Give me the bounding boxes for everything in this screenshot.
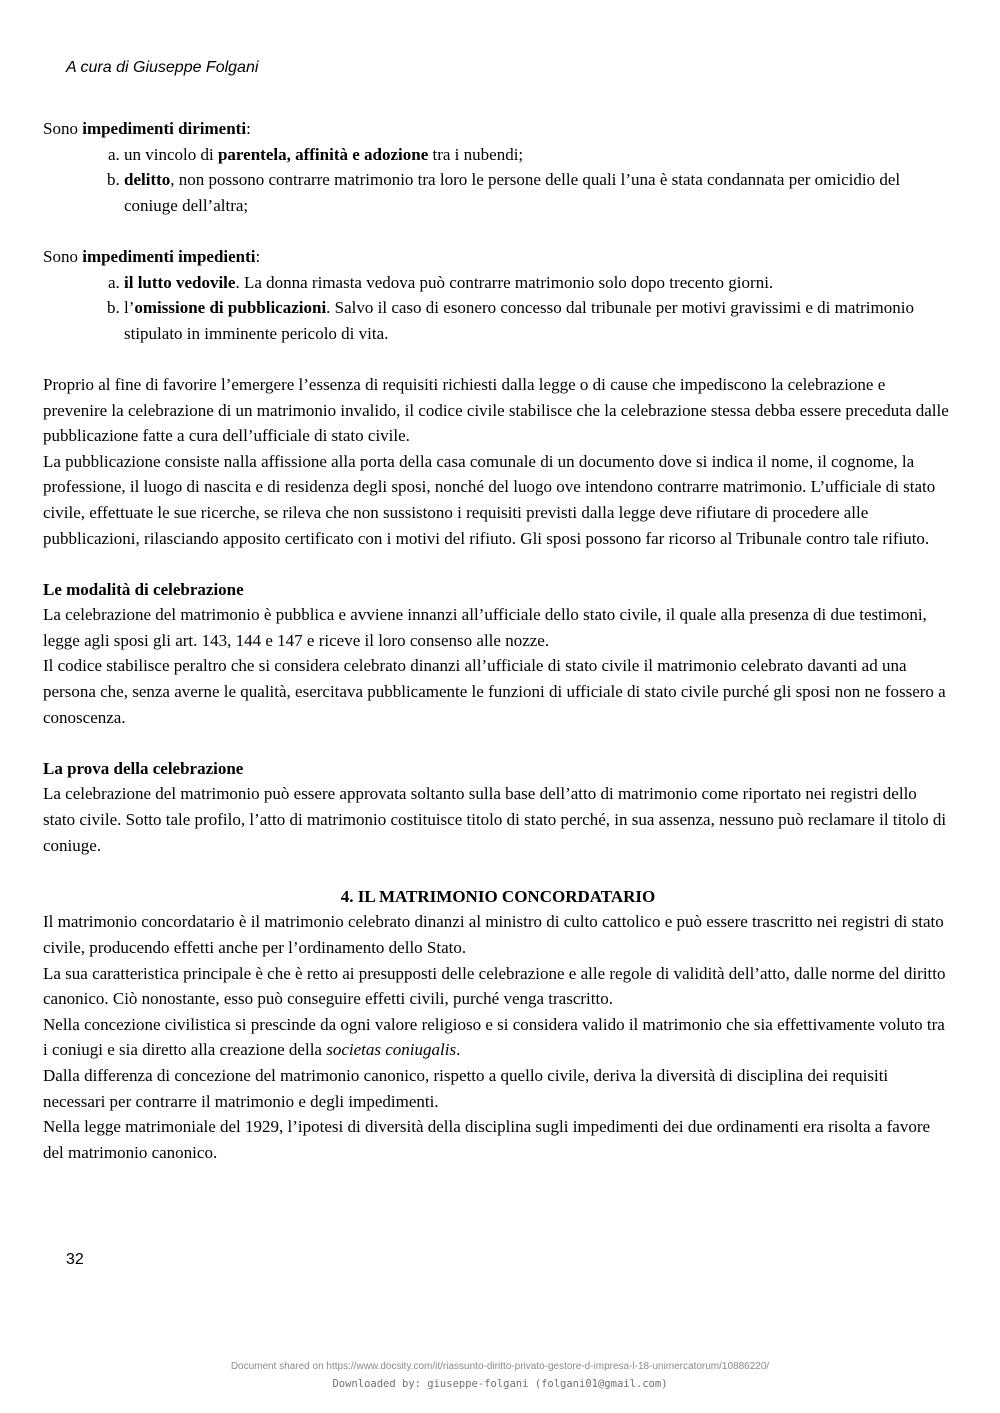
list-item: b. l’omissione di pubblicazioni. Salvo il caso di esonero concesso dal tribunale per motivi gravissimi e di matrimonio stipulato in imminente pericolo di vita.	[124, 295, 953, 346]
concordatario-paragraph-2: La sua caratteristica principale è che è retto ai presupposti delle celebrazione e alle regole di validità dell’atto, dalle norme del diritto canonico. Ciò nonostante, esso può conseguire effetti civili, purché venga trascritto.	[43, 963, 946, 1009]
pubblicazioni-paragraph-1: Proprio al fine di favorire l’emergere l’essenza di requisiti richiesti dalla legge o di cause che impediscono la celebrazione e prevenire la celebrazione di un matrimonio invalido, il codice civile stabilisce che la celebrazione stessa debba essere preceduta dalle pubblicazione fatte a cura dell’ufficiale di stato civile.	[43, 374, 949, 446]
dirimenti-list	[43, 142, 953, 219]
list-item: a. il lutto vedovile. La donna rimasta vedova può contrarre matrimonio solo dopo trecento giorni.	[124, 270, 953, 296]
footer-downloaded-by: Downloaded by: giuseppe-folgani (folgani01@gmail.com)	[332, 1378, 668, 1390]
pubblicazioni-paragraph-2: La pubblicazione consiste nalla affissione alla porta della casa comunale di un documento dove si indica il nome, il cognome, la professione, il luogo di nascita e di residenza degli sposi, nonché del luogo ove intendono contrarre matrimonio. L’ufficiale di stato civile, effettuate le sue ricerche, se rileva che non sussistono i requisiti previsti dalla legge deve rifiutare di procedere alle pubblicazioni, rilasciando apposito certificato con i motivi del rifiuto. Gli sposi possono far ricorso al Tribunale contro tale rifiuto.	[43, 451, 936, 548]
section-title: 4. IL MATRIMONIO CONCORDATARIO	[340, 886, 656, 906]
page-header-author: A cura di Giuseppe Folgani	[66, 59, 259, 76]
prova-heading: La prova della celebrazione	[43, 758, 244, 778]
list-item: a. un vincolo di parentela, affinità e adozione tra i nubendi;	[124, 142, 953, 168]
concordatario-paragraph-5: Nella legge matrimoniale del 1929, l’ipotesi di diversità della disciplina sugli impedimenti dei due ordinamenti era risolta a favore del matrimonio canonico.	[43, 1117, 931, 1162]
list-item: b. delitto, non possono contrarre matrimonio tra loro le persone delle quali l’una è stata condannata per omicidio del coniuge dell’altra;	[124, 167, 953, 218]
prova-paragraph-1: La celebrazione del matrimonio può essere approvata soltanto sulla base dell’atto di matrimonio come riportato nei registri dello stato civile. Sotto tale profilo, l’atto di matrimonio costituisce titolo di stato perché, in sua assenza, nessuno può reclamare il titolo di coniuge.	[43, 784, 947, 855]
concordatario-paragraph-4: Dalla differenza di concezione del matrimonio canonico, rispetto a quello civile, deriva la diversità di disciplina dei requisiti necessari per contrarre il matrimonio e degli impedimenti.	[43, 1065, 889, 1111]
modalita-paragraph-1: La celebrazione del matrimonio è pubblica e avviene innanzi all’ufficiale dello stato civile, il quale alla presenza di due testimoni, legge agli sposi gli art. 143, 144 e 147 e riceve il loro consenso alle nozze.	[43, 605, 927, 650]
impedienti-list	[43, 270, 953, 347]
modalita-heading: Le modalità di celebrazione	[43, 579, 244, 599]
footer-shared-link: Document shared on https://www.docsity.com/it/riassunto-diritto-privato-gestore-d-impresa-l-18-unimercatorum/10886220/	[230, 1361, 770, 1372]
dirimenti-intro: Sono impedimenti dirimenti:	[43, 119, 251, 138]
modalita-paragraph-2: Il codice stabilisce peraltro che si considera celebrato dinanzi all’ufficiale di stato civile il matrimonio celebrato davanti ad una persona che, senza averne le qualità, esercitava pubblicamente le funzioni di ufficiale di stato civile purché gli sposi non ne fossero a conoscenza.	[43, 656, 946, 727]
page-number: 32	[66, 1251, 84, 1268]
concordatario-paragraph-1: Il matrimonio concordatario è il matrimonio celebrato dinanzi al ministro di culto cattolico e può essere trascritto nei registri di stato civile, producendo effetti anche per l’ordinamento dello Stato.	[43, 912, 944, 957]
impedienti-intro: Sono impedimenti impedienti:	[43, 246, 261, 266]
concordatario-paragraph-3: Nella concezione civilistica si prescinde da ogni valore religioso e si considera valido il matrimonio che sia effettivamente voluto tra i coniugi e sia diretto alla creazione della societas coniugalis.	[43, 1014, 945, 1060]
document-body	[43, 116, 953, 1165]
